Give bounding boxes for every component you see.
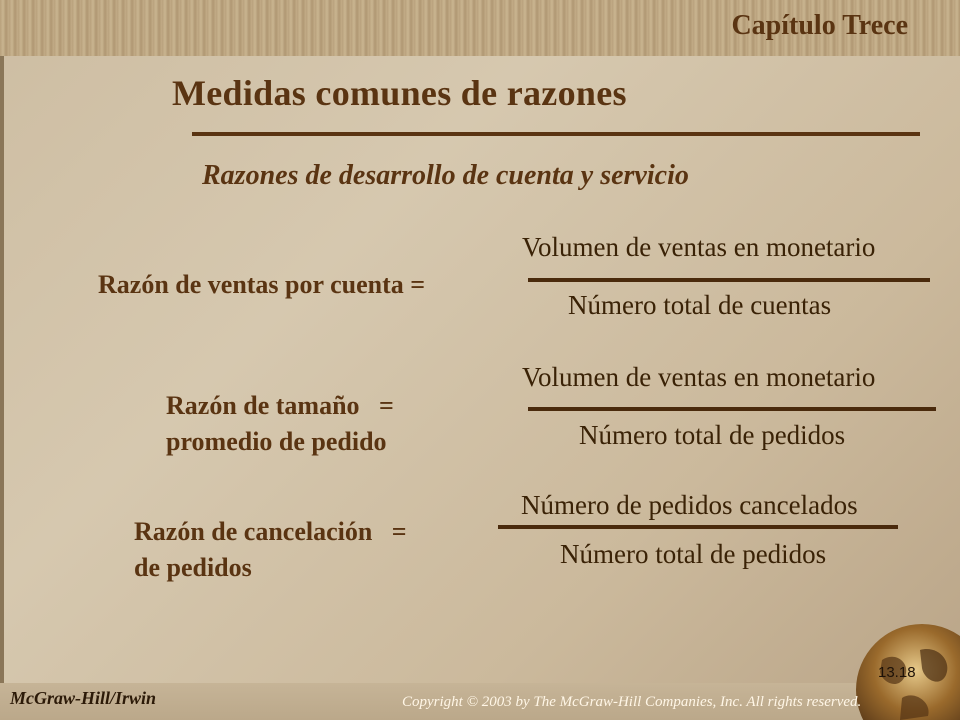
formula-numerator: Volumen de ventas en monetario xyxy=(522,232,876,262)
formula-label-average-order-size xyxy=(166,388,394,460)
formula-label-line: Razón de tamaño = xyxy=(166,391,394,420)
formula-denominator: Número total de pedidos xyxy=(579,420,846,450)
left-rail xyxy=(0,56,4,696)
fraction-bar xyxy=(498,525,898,529)
fraction-bar xyxy=(528,278,930,282)
formula-denominator: Número total de pedidos xyxy=(560,539,827,569)
slide-subtitle: Razones de desarrollo de cuenta y servicio xyxy=(202,160,689,191)
slide-number: 13.18 xyxy=(878,664,916,681)
publisher-name: McGraw-Hill/Irwin xyxy=(10,688,157,708)
formula-label-line: Razón de cancelación = xyxy=(134,517,407,546)
formula-numerator: Número de pedidos cancelados xyxy=(521,490,858,520)
formula-label-order-cancellation xyxy=(134,514,407,586)
title-underline xyxy=(192,132,920,136)
formula-label-sales-per-account xyxy=(98,267,425,303)
fraction-bar xyxy=(528,407,936,411)
formula-label-line: Razón de ventas por cuenta = xyxy=(98,270,426,299)
slide-title: Medidas comunes de razones xyxy=(172,73,627,113)
formula-numerator: Volumen de ventas en monetario xyxy=(522,362,876,392)
formula-denominator: Número total de cuentas xyxy=(568,290,832,320)
formula-label-line: de pedidos xyxy=(134,553,252,582)
copyright-notice: Copyright © 2003 by The McGraw-Hill Companies, Inc. All rights reserved. xyxy=(402,694,862,710)
chapter-title: Capítulo Trece xyxy=(731,10,908,41)
formula-label-line: promedio de pedido xyxy=(166,427,387,456)
